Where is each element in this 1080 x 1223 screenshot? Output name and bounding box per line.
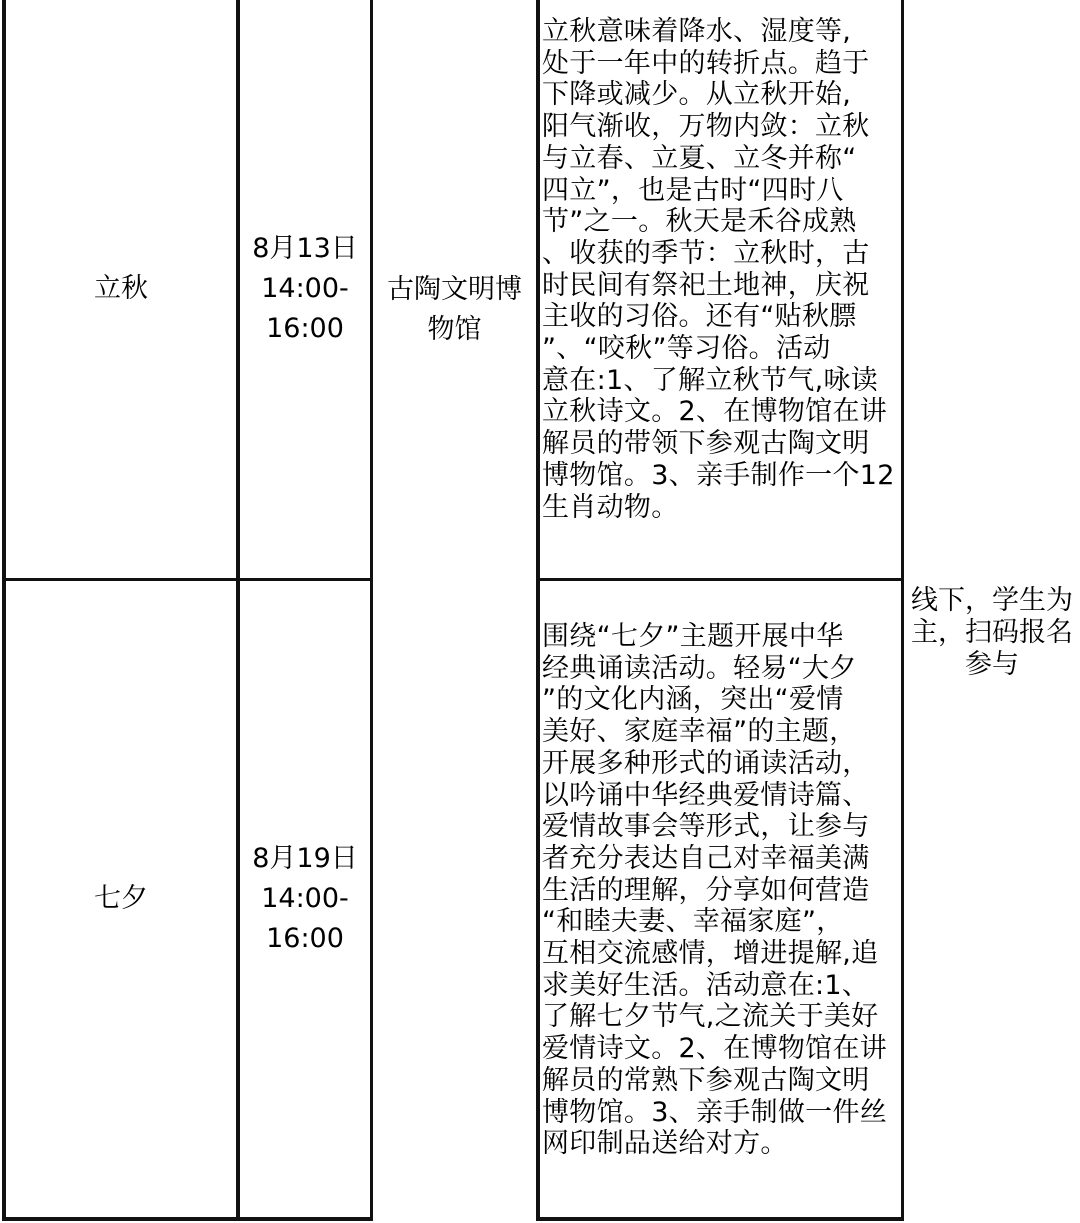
event-date: 8月19日 — [252, 843, 358, 874]
grid-line-row-divider-desc — [536, 578, 904, 581]
description-line: 了解七夕节气,之流关于美好 — [542, 1001, 879, 1033]
event-time-start: 14:00- — [261, 883, 349, 914]
description-line: 爱情故事会等形式，让参与 — [542, 811, 870, 843]
description-line: 者充分表达自己对幸福美满 — [542, 842, 870, 874]
grid-line-bottom-desc — [536, 1217, 904, 1221]
description-line: 处于一年中的转折点。趋于 — [542, 47, 870, 79]
description-line: 主收的习俗。还有“贴秋膘 — [542, 301, 857, 333]
description-line: 求美好生活。活动意在:1、 — [542, 969, 870, 1001]
participation-cell — [904, 585, 1080, 681]
grid-line-bottom-left — [2, 1217, 373, 1221]
description-line: 美好、家庭幸福”的主题， — [542, 716, 857, 748]
description-line: 、收获的季节：立秋时，古 — [542, 237, 870, 269]
solar-term-name: 七夕 — [94, 883, 148, 914]
description-line: 解员的带领下参观古陶文明 — [542, 428, 870, 460]
description-line: 爱情诗文。2、在博物馆在讲 — [542, 1033, 888, 1065]
description-line: 互相交流感情，增进提解,追 — [542, 938, 879, 970]
date-time-cell — [240, 581, 370, 1217]
description-line: 下降或减少。从立秋开始, — [542, 79, 852, 111]
event-time-end: 16:00 — [266, 923, 344, 954]
description-line: 与立春、立夏、立冬并称“ — [542, 142, 857, 174]
venue-name-line: 古陶文明博 — [387, 274, 522, 305]
description-line: 节”之一。秋天是禾谷成熟 — [542, 206, 857, 238]
description-line: 生肖动物。 — [542, 491, 679, 523]
solar-term-cell — [6, 0, 236, 578]
venue-name-line: 物馆 — [427, 314, 482, 345]
description-line: 阳气渐收，万物内敛：立秋 — [542, 111, 870, 143]
activity-description — [542, 621, 900, 1160]
solar-term-name: 立秋 — [94, 273, 148, 304]
participation-line: 主，扫码报名 — [911, 617, 1073, 648]
participation-line: 线下，学生为 — [911, 585, 1073, 616]
description-line: 博物馆。3、亲手制作一个12 — [542, 459, 895, 491]
description-line: 围绕“七夕”主题开展中华 — [542, 621, 844, 652]
venue-cell — [373, 260, 536, 360]
description-line: 开展多种形式的诵读活动， — [542, 747, 870, 779]
description-line: 博物馆。3、亲手制做一件丝 — [542, 1096, 888, 1128]
grid-line-col2 — [370, 0, 373, 1221]
activity-description — [542, 16, 900, 523]
participation-line: 参与 — [965, 649, 1019, 680]
description-line: 时民间有祭祀土地神，庆祝 — [542, 269, 870, 301]
event-time-start: 14:00- — [261, 273, 349, 304]
description-line: 生活的理解，分享如何营造 — [542, 874, 870, 906]
description-line: 网印制品送给对方。 — [542, 1128, 788, 1160]
description-line: ”的文化内涵，突出“爱情 — [542, 684, 844, 716]
description-line: 四立”，也是古时“四时八 — [542, 174, 844, 206]
description-line: “和睦夫妻、幸福家庭”， — [542, 906, 844, 938]
solar-term-cell — [6, 581, 236, 1217]
description-line: 以吟诵中华经典爱情诗篇、 — [542, 779, 870, 811]
grid-line-col3 — [536, 0, 540, 1221]
description-line: 解员的常熟下参观古陶文明 — [542, 1064, 870, 1096]
description-line: 立秋意味着降水、湿度等, — [542, 16, 852, 47]
description-line: 经典诵读活动。轻易“大夕 — [542, 652, 857, 684]
description-line: ”、“咬秋”等习俗。活动 — [542, 333, 831, 365]
description-line: 立秋诗文。2、在博物馆在讲 — [542, 396, 888, 428]
description-line: 意在:1、了解立秋节气,咏读 — [542, 364, 879, 396]
event-time-end: 16:00 — [266, 313, 344, 344]
event-date: 8月13日 — [252, 233, 358, 264]
date-time-cell — [240, 0, 370, 578]
